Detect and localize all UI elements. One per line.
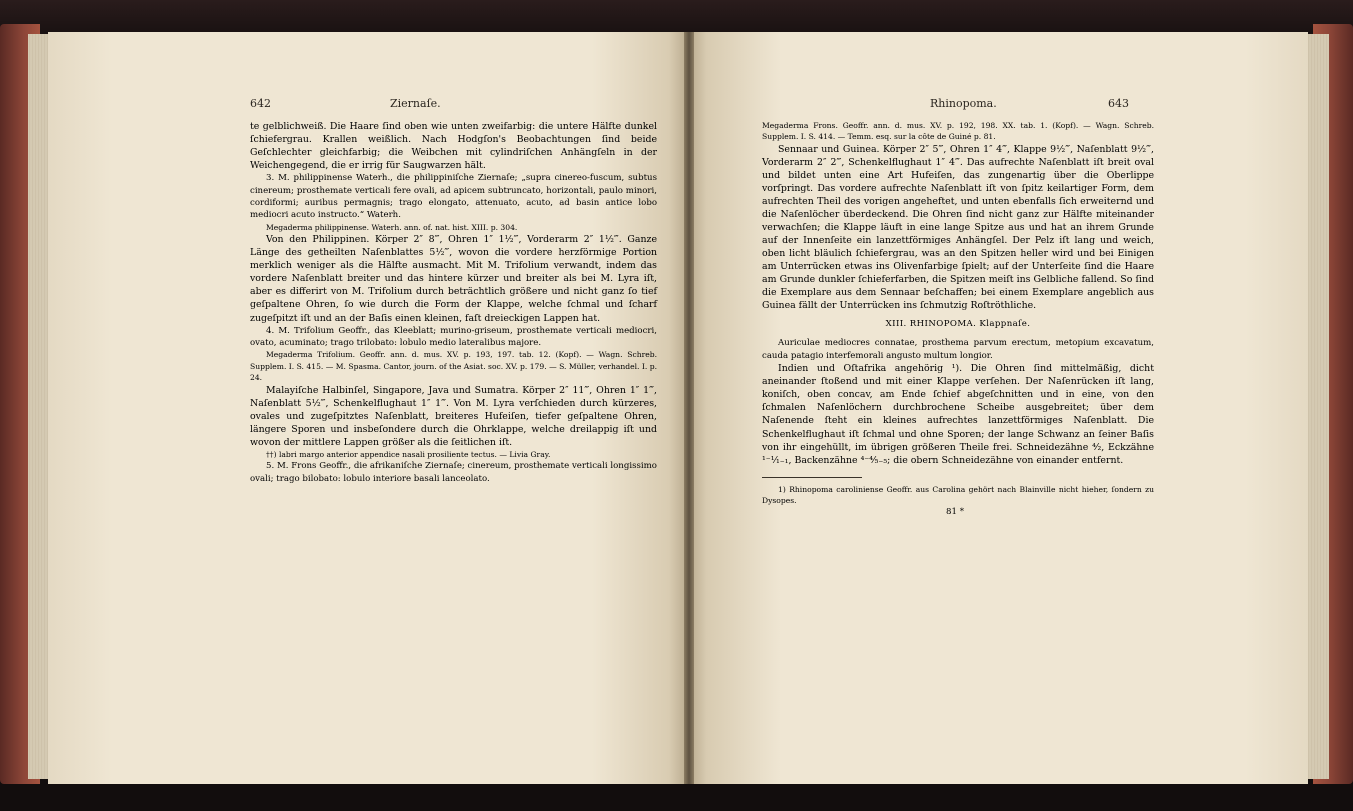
right-running-head: Rhinopoma. [930,97,997,110]
right-page-number: 643 [1108,97,1129,110]
signature-mark: 81 * [946,507,964,518]
footnote: 1) Rhinopoma caroliniense Geoffr. aus Carolina gehört nach Blainville nicht hieher, ſondern zu Dysopes. [762,484,1154,506]
citation: Megaderma Frons. Geoffr. ann. d. mus. XV. p. 192, 198. XX. tab. 1. (Kopf). — Wagn. Schreb. Supplem. I. S. 414. — Temm. esq. sur la côte de Guiné p. 81. [762,121,1154,142]
paragraph: Von den Philippinen. Körper 2″ 8‴, Ohren 1″ 1½‴, Vorderarm 2″ 1½‴. Ganze Länge des getheilten Naſenblattes 5½‴, wovon die vordere herzförmige Portion merklich weniger als die Hälfte ausmacht. Mit M. Trifolium verwandt, indem das vordere Naſenblatt breiter und das hintere kürzer und breiter als bei M. Lyra iſt, aber es differirt von M. Trifolium durch beträchtlich größere und nicht ganz ſo tief geſpaltene Ohren, ſo wie durch die Form der Klappe, welche ſchmal und ſcharf zugeſpitzt iſt und an der Baſis einen kleinen, faſt dreieckigen Lappen hat. [250,234,657,324]
paragraph: te gelblichweiß. Die Haare ſind oben wie unten zweifarbig: die untere Hälfte dunkel ſchiefergrau. Krallen weißlich. Nach Hodgſon's Beobachtungen ſind beide Geſchlechter gleichfarbig; die Weibchen mit cylindriſchen Anhängſeln in der Weichengegend, die er irrig für Saugwarzen hält. [250,121,657,172]
genus-diagnosis: Auriculae mediocres connatae, prosthema parvum erectum, metopium excavatum, cauda patagio interfemorali angusto multum longior. [762,338,1154,361]
paragraph: Malayiſche Halbinſel, Singapore, Java und Sumatra. Körper 2″ 11‴, Ohren 1″ 1‴, Naſenblatt 5½‴, Schenkelflughaut 1″ 1‴. Von M. Lyra verſchieden durch kürzeres, ovales und zugeſpitztes Naſenblatt, breiteres Hufeiſen, tiefer geſpaltene Ohren, längere Sporen und insbeſondere durch die Ohrklappe, welche dreilappig iſt und wovon der mittlere Lappen größer als die ſeitlichen iſt. [250,384,657,448]
left-running-head: Ziernaſe. [390,97,441,110]
species-entry: 3. M. philippinense Waterh., die philippiniſche Ziernaſe; „supra cinereo-fuscum, subtus cinereum; prosthemate verticali fere ovali, ad apicem subtruncato, horizontali, paulo minori, cordiformi; auribus permagnis; trago elongato, attenuato, acuto, ad basin antice lobo mediocri acuto instructo.“ Waterh. [250,173,657,221]
paragraph: Indien und Oſtafrika angehörig ¹). Die Ohren ſind mittelmäßig, dicht aneinander ſtoßend und mit einer Klappe verſehen. Der Naſenrücken iſt lang, koniſch, oben concav, am Ende ſchief abgeſchnitten und in eine, von den ſchmalen Naſenlöchern durchbrochene Scheibe ausgebreitet; über dem Naſenende ſteht ein kleines aufrechtes lanzettförmiges Naſenblatt. Die Schenkelflughaut iſt ſchmal und ohne Sporen; der lange Schwanz an ſeiner Baſis von ihr eingehüllt, im übrigen größeren Theile frei. Schneidezähne ⁴⁄₂, Eckzähne ¹⁻¹⁄₁₋₁, Backenzähne ⁴⁻⁴⁄₅₋₅; die obern Schneidezähne von einander entfernt. [762,363,1154,466]
species-entry: 5. M. Frons Geoffr., die afrikaniſche Ziernaſe; cinereum, prosthemate verticali longissimo ovali; trago bilobato: lobulo interiore basali lanceolato. [250,461,657,484]
right-text-column [762,120,1154,520]
book-spine-gutter [684,32,694,784]
footnote-rule [762,477,862,478]
citation: Megaderma Trifolium. Geoffr. ann. d. mus. XV. p. 193, 197. tab. 12. (Kopf). — Wagn. Schreb. Supplem. I. S. 415. — M. Spasma. Cantor, journ. of the Asiat. soc. XV. p. 179. — S. Müller, verhandel. I. p. 24. [250,350,657,383]
section-heading: XIII. RHINOPOMA. Klappnaſe. [885,319,1031,330]
subgroup-note: ††) labri margo anterior appendice nasali prosiliente tectus. — Livia Gray. [266,449,551,459]
left-page-number: 642 [250,97,271,110]
paragraph: Sennaar und Guinea. Körper 2″ 5‴, Ohren 1″ 4‴, Klappe 9½‴, Naſenblatt 9½‴, Vorderarm 2″ 2‴, Schenkelflughaut 1″ 4‴. Das aufrechte Naſenblatt iſt breit oval und bildet unten eine Art Hufeiſen, das zungenartig über die Oberlippe vorſpringt. Das vordere aufrechte Naſenblatt iſt von ſpitz keilartiger Form, dem aufrechten Theil des vorigen angeheftet, und unten ebenfalls ſich erweiternd und die Naſenlöcher überdeckend. Die Ohren ſind nicht ganz zur Hälfte miteinander verwachſen; die Klappe läuft in eine lange Spitze aus und hat an ihrem Grunde auf der Innenſeite ein lanzettförmiges Anhängſel. Der Pelz iſt lang und weich, oben licht bläulich ſchiefergrau, was an den Spitzen heller wird und bei Einigen am Unterrücken etwas ins Olivenfarbige ſpielt; auf der Unterſeite ſind die Haare am Grunde dunkler ſchieferfarben, die Spitzen meiſt ins Gelbliche fallend. So ſind die Exemplare aus dem Sennaar beſchaffen; bei einem Exemplare angeblich aus Guinea fällt der Unterrücken ins ſchmutzig Roſtröthliche. [762,143,1154,312]
species-entry: 4. M. Trifolium Geoffr., das Kleeblatt; murino-griseum, prosthemate verticali mediocri, ovato, acuminato; trago trilobato: lobulo medio lateralibus majore. [250,325,657,348]
citation: Megaderma philippinense. Waterh. ann. of. nat. hist. XIII. p. 304. [266,222,518,232]
left-text-column [250,120,657,485]
